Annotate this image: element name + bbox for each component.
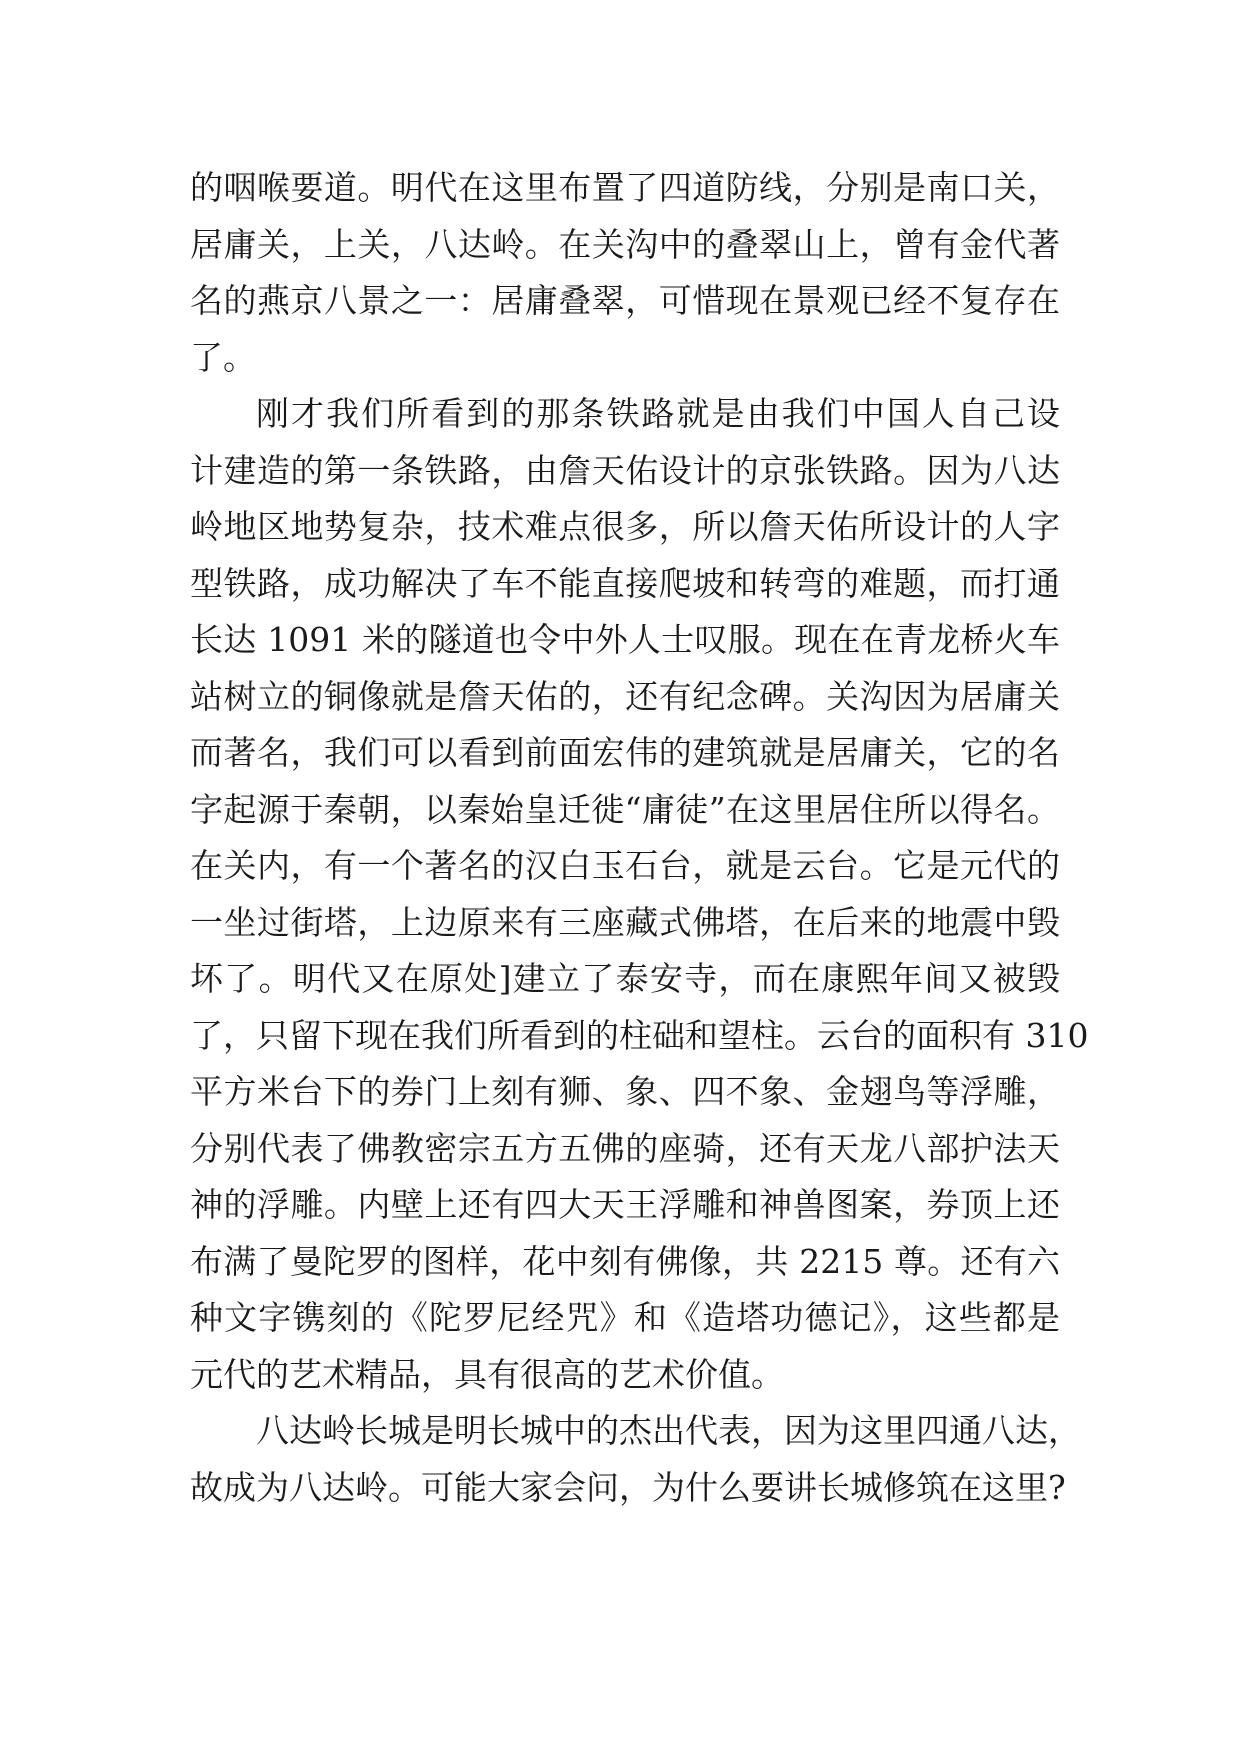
text-line: 长达 1091 米的隧道也令中外人士叹服。现在在青龙桥火车 xyxy=(190,620,1060,659)
text-line: 站树立的铜像就是詹天佑的，还有纪念碑。关沟因为居庸关 xyxy=(190,676,1060,716)
text-line: 名的燕京八景之一：居庸叠翠，可惜现在景观已经不复存在 xyxy=(190,281,1060,320)
text-line: 分别代表了佛教密宗五方五佛的座骑，还有天龙八部护法天 xyxy=(190,1128,1060,1168)
text-line: 刚才我们所看到的那条铁路就是由我们中国人自己设 xyxy=(256,394,1060,433)
text-line: 布满了曼陀罗的图样，花中刻有佛像，共 2215 尊。还有六 xyxy=(190,1241,1060,1281)
text-line: 种文字镌刻的《陀罗尼经咒》和《造塔功德记》，这些都是 xyxy=(190,1298,1060,1337)
text-line: 字起源于秦朝，以秦始皇迁徙“庸徒”在这里居住所以得名。 xyxy=(190,789,1060,829)
text-line: 八达岭长城是明长城中的杰出代表，因为这里四通八达， xyxy=(256,1411,1081,1450)
text-line: 神的浮雕。内壁上还有四大天王浮雕和神兽图案，券顶上还 xyxy=(190,1185,1060,1224)
text-line: 平方米台下的券门上刻有狮、象、四不象、金翅鸟等浮雕， xyxy=(190,1072,1060,1111)
text-line: 故成为八达岭。可能大家会问，为什么要讲长城修筑在这里? xyxy=(190,1467,1066,1507)
text-line: 坏了。明代又在原处]建立了泰安寺，而在康熙年间又被毁 xyxy=(190,959,1060,998)
text-line: 一坐过街塔，上边原来有三座藏式佛塔，在后来的地震中毁 xyxy=(190,902,1060,942)
text-line: 计建造的第一条铁路，由詹天佑设计的京张铁路。因为八达 xyxy=(190,450,1060,490)
text-line: 元代的艺术精品，具有很高的艺术价值。 xyxy=(190,1354,784,1394)
text-line: 型铁路，成功解决了车不能直接爬坡和转弯的难题，而打通 xyxy=(190,563,1060,603)
text-line: 居庸关，上关，八达岭。在关沟中的叠翠山上，曾有金代著 xyxy=(190,224,1060,264)
text-line: 了，只留下现在我们所看到的柱础和望柱。云台的面积有 310 xyxy=(190,1015,1089,1055)
document-body xyxy=(190,160,1089,1516)
text-line: 了。 xyxy=(190,337,256,377)
text-line: 在关内，有一个著名的汉白玉石台，就是云台。它是元代的 xyxy=(190,846,1060,885)
text-line: 的咽喉要道。明代在这里布置了四道防线，分别是南口关， xyxy=(190,168,1060,207)
text-line: 岭地区地势复杂，技术难点很多，所以詹天佑所设计的人字 xyxy=(190,507,1060,546)
text-line: 而著名，我们可以看到前面宏伟的建筑就是居庸关，它的名 xyxy=(190,733,1060,772)
